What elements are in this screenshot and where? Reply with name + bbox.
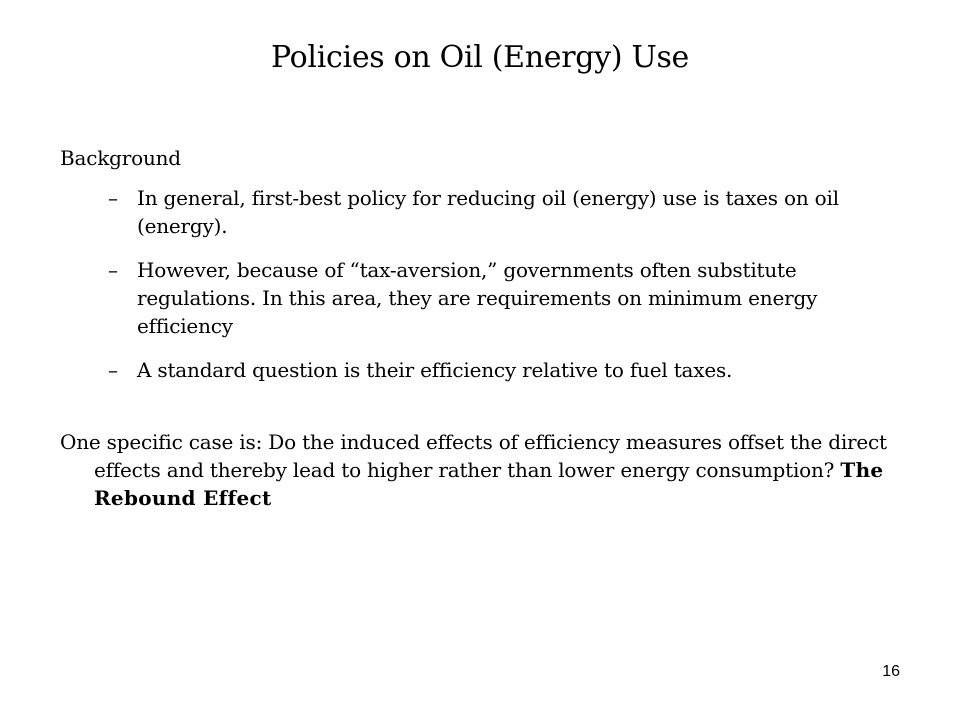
bullet-list (108, 184, 908, 400)
paragraph-text: One specific case is: Do the induced effects of efficiency measures offset the direct effects and thereby lead to higher rather than lower energy consumption? (60, 430, 887, 482)
rebound-effect-term: The Rebound Effect (94, 458, 884, 510)
bullet-text: A standard question is their efficiency relative to fuel taxes. (137, 358, 733, 382)
bullet-item (108, 184, 908, 240)
slide-title: Policies on Oil (Energy) Use (271, 40, 689, 75)
bullet-text: In general, first-best policy for reducing oil (energy) use is taxes on oil (energy). (137, 186, 839, 238)
rebound-paragraph (60, 428, 914, 512)
bullet-item (108, 256, 908, 340)
bullet-dash: – (108, 186, 118, 210)
page-number: 16 (882, 663, 900, 680)
bullet-dash: – (108, 258, 118, 282)
bullet-item (108, 356, 908, 384)
bullet-text: However, because of “tax-aversion,” governments often substitute regulations. In this area, they are requirements on minimum energy efficiency (137, 258, 818, 338)
section-heading: Background (60, 146, 181, 170)
bullet-dash: – (108, 358, 118, 382)
